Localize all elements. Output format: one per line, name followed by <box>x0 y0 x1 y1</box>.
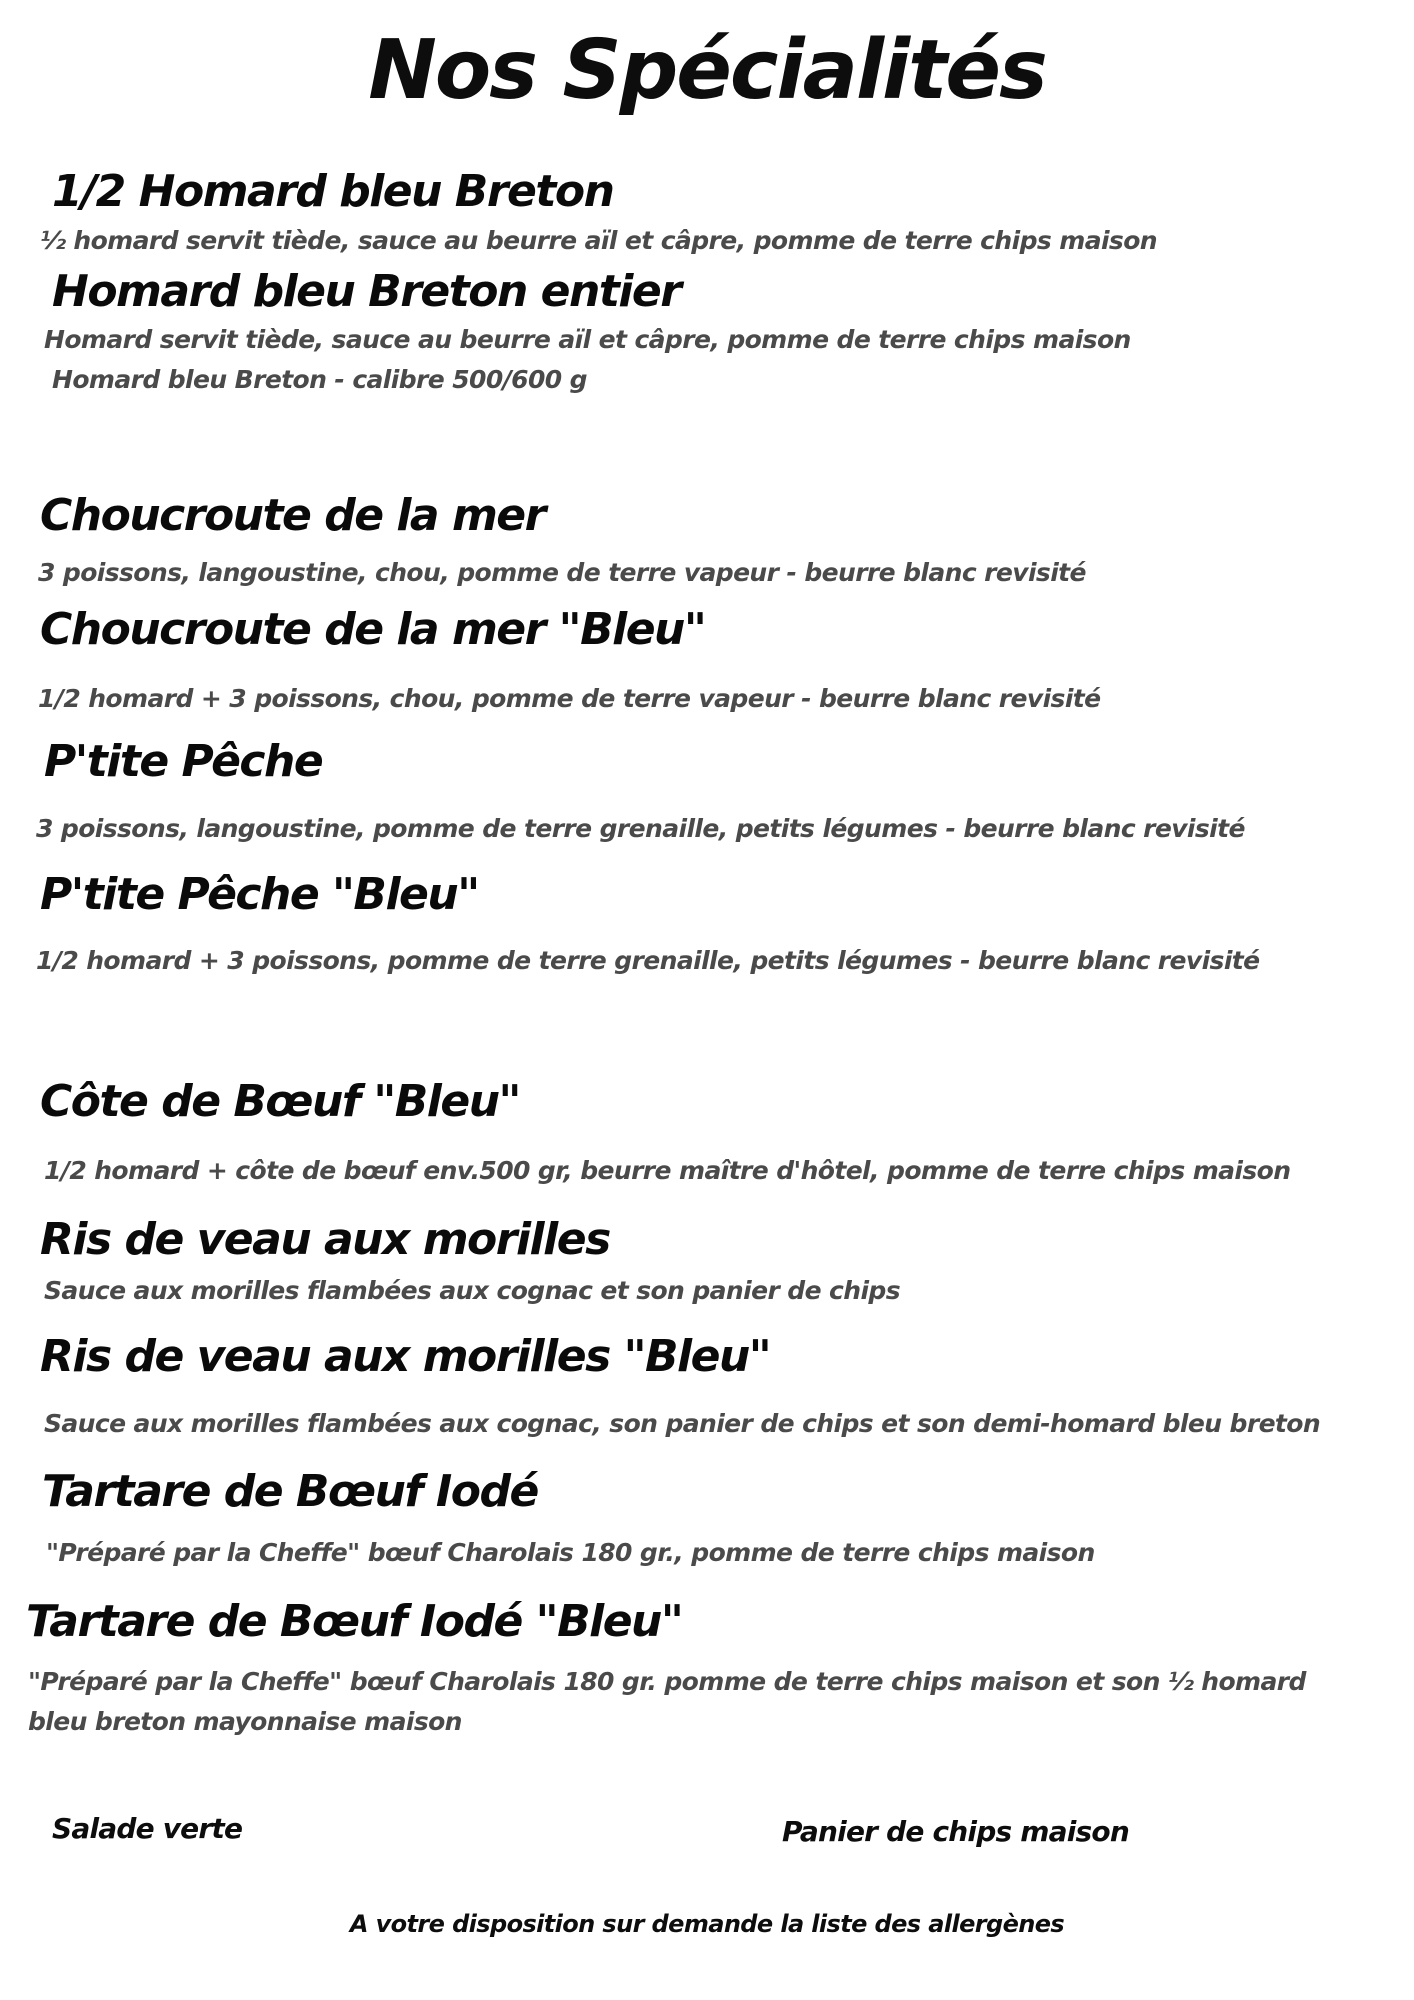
dish-name: Choucroute de la mer "Bleu" <box>40 604 706 655</box>
dish-name: P'tite Pêche "Bleu" <box>40 869 479 920</box>
page-title: Nos Spécialités <box>368 23 1046 118</box>
dish-description: 3 poissons, langoustine, chou, pomme de terre vapeur - beurre blanc revisité <box>38 558 1086 587</box>
dish-description: ½ homard servit tiède, sauce au beurre aïl et câpre, pomme de terre chips maison <box>40 226 1157 255</box>
dish-description: "Préparé par la Cheffe" bœuf Charolais 180 gr., pomme de terre chips maison <box>46 1538 1095 1567</box>
dish-description: "Préparé par la Cheffe" bœuf Charolais 180 gr. pomme de terre chips maison et son ½ homard bleu breton mayonnaise maison <box>28 1667 1306 1736</box>
dish-description: Homard servit tiède, sauce au beurre aïl et câpre, pomme de terre chips maison <box>44 325 1131 354</box>
extra-left: Salade verte <box>52 1812 243 1845</box>
dish-description: 1/2 homard + côte de bœuf env.500 gr, beurre maître d'hôtel, pomme de terre chips maison <box>44 1156 1291 1185</box>
dish-name: Choucroute de la mer <box>40 490 545 541</box>
dish-description: 1/2 homard + 3 poissons, chou, pomme de terre vapeur - beurre blanc revisité <box>38 684 1101 713</box>
dish-name: 1/2 Homard bleu Breton <box>52 166 614 217</box>
dish-name: Ris de veau aux morilles <box>40 1214 610 1265</box>
dish-note: Homard bleu Breton - calibre 500/600 g <box>52 365 587 394</box>
dish-description: 3 poissons, langoustine, pomme de terre grenaille, petits légumes - beurre blanc revisité <box>36 814 1245 843</box>
dish-name: Tartare de Bœuf Iodé "Bleu" <box>26 1596 683 1647</box>
dish-name: P'tite Pêche <box>44 736 323 787</box>
dish-name: Homard bleu Breton entier <box>52 266 681 317</box>
footer-note: A votre disposition sur demande la liste des allergènes <box>349 1910 1065 1938</box>
dish-name: Ris de veau aux morilles "Bleu" <box>40 1331 771 1382</box>
dish-name: Côte de Bœuf "Bleu" <box>40 1076 520 1127</box>
dish-name: Tartare de Bœuf Iodé <box>42 1466 538 1517</box>
dish-description: Sauce aux morilles flambées aux cognac et son panier de chips <box>44 1276 900 1305</box>
dish-description: 1/2 homard + 3 poissons, pomme de terre grenaille, petits légumes - beurre blanc revisité <box>36 946 1260 975</box>
extra-right: Panier de chips maison <box>782 1815 1129 1848</box>
dish-description: Sauce aux morilles flambées aux cognac, son panier de chips et son demi-homard bleu breton <box>44 1409 1321 1438</box>
